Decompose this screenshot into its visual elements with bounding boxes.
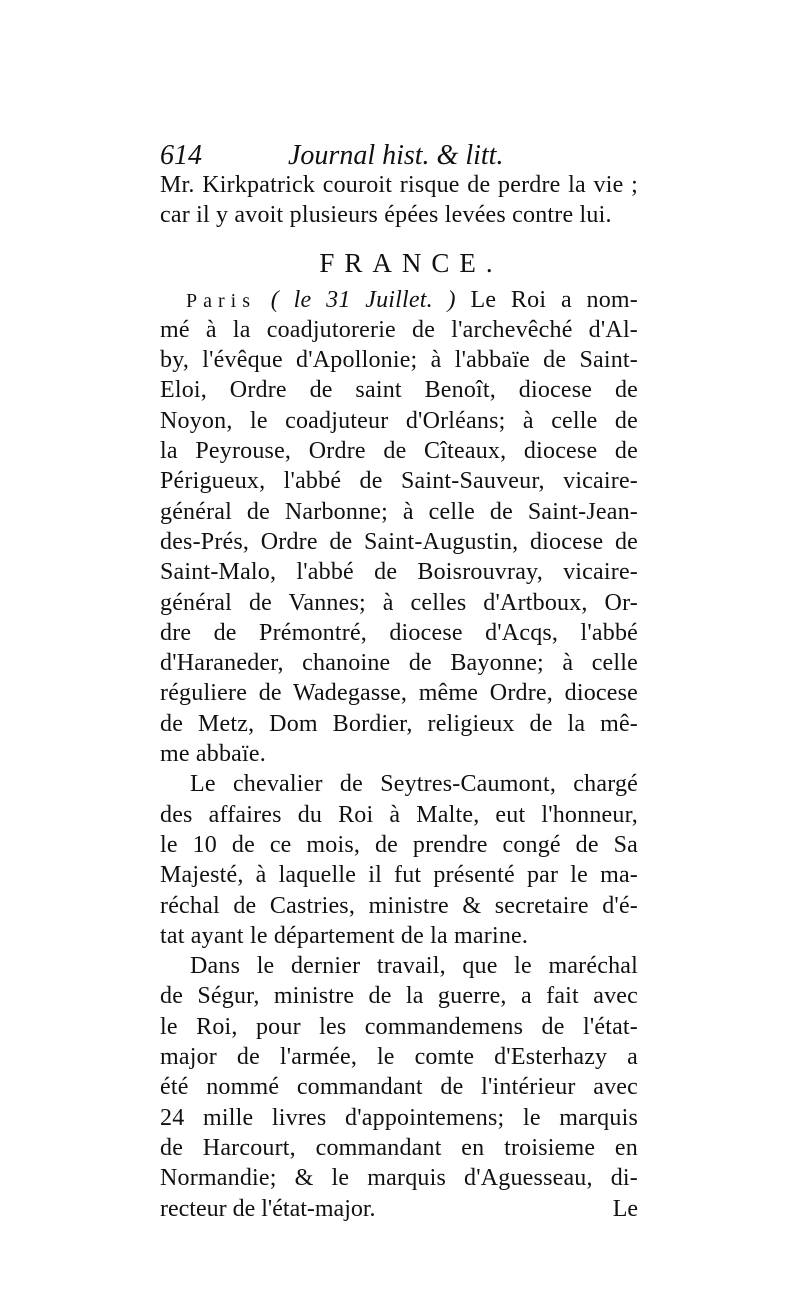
text-line: réchal de Castries, ministre & secretaire d'é-: [160, 892, 638, 919]
text-line: mé à la coadjutorerie de l'archevêché d'Al-: [160, 316, 638, 343]
text-line: de Ségur, ministre de la guerre, a fait avec: [160, 983, 638, 1010]
text-block: [160, 170, 638, 1224]
text-line: la Peyrouse, Ordre de Cîteaux, diocese de: [160, 438, 638, 465]
text-line: recteur de l'état-major.: [160, 1195, 376, 1222]
text-line: Périgueux, l'abbé de Saint-Sauveur, vicaire-: [160, 468, 638, 495]
text-line: général de Narbonne; à celle de Saint-Jean-: [160, 498, 638, 525]
text-line: tat ayant le département de la marine.: [160, 922, 529, 949]
page-number: 614: [160, 140, 202, 171]
text-line: Normandie; & le marquis d'Aguesseau, di-: [160, 1165, 638, 1192]
text-line: car il y avoit plusieurs épées levées contre lui.: [160, 202, 612, 229]
text-line: major de l'armée, le comte d'Esterhazy a: [160, 1044, 638, 1071]
text-line: le 10 de ce mois, de prendre congé de Sa: [160, 831, 638, 858]
dateline: [160, 285, 638, 315]
text-line: de Metz, Dom Bordier, religieux de la mê-: [160, 710, 638, 737]
text-line: me abbaïe.: [160, 741, 266, 768]
text-line: Le chevalier de Seytres-Caumont, chargé: [190, 771, 638, 798]
section-heading: FRANCE.: [319, 247, 503, 278]
final-line-row: [160, 1194, 638, 1224]
text-line: Dans le dernier travail, que le maréchal: [190, 953, 638, 980]
dateline-date: ( le 31 Juillet. ): [270, 286, 456, 313]
text-line: Eloi, Ordre de saint Benoît, diocese de: [160, 377, 638, 404]
text-line: Majesté, à laquelle il fut présenté par le ma-: [160, 862, 638, 889]
text-line: des affaires du Roi à Malte, eut l'honneur,: [160, 801, 638, 828]
text-line: d'Haraneder, chanoine de Bayonne; à celle: [160, 650, 638, 677]
text-line: Mr. Kirkpatrick couroit risque de perdre la vie ;: [160, 172, 638, 198]
text-line: des-Prés, Ordre de Saint-Augustin, diocese de: [160, 528, 638, 555]
text-line: Noyon, le coadjuteur d'Orléans; à celle de: [160, 407, 638, 434]
running-title: Journal hist. & litt.: [288, 140, 504, 171]
text-line: dre de Prémontré, diocese d'Acqs, l'abbé: [160, 619, 638, 646]
catchword: Le: [612, 1195, 638, 1222]
text-line: réguliere de Wadegasse, même Ordre, diocese: [160, 680, 638, 707]
dateline-place: Paris: [186, 289, 256, 312]
text-line: by, l'évêque d'Apollonie; à l'abbaïe de Saint-: [160, 347, 638, 374]
text-line: Saint-Malo, l'abbé de Boisrouvray, vicaire-: [160, 559, 638, 586]
text-line: général de Vannes; à celles d'Artboux, Or-: [160, 589, 638, 616]
text-line: 24 mille livres d'appointemens; le marquis: [160, 1104, 638, 1131]
text-line: de Harcourt, commandant en troisieme en: [160, 1134, 638, 1161]
running-head: [160, 140, 640, 174]
dateline-rest: Le Roi a nom-: [470, 286, 638, 313]
text-line: été nommé commandant de l'intérieur avec: [160, 1074, 638, 1101]
text-line: le Roi, pour les commandemens de l'état-: [160, 1013, 638, 1040]
